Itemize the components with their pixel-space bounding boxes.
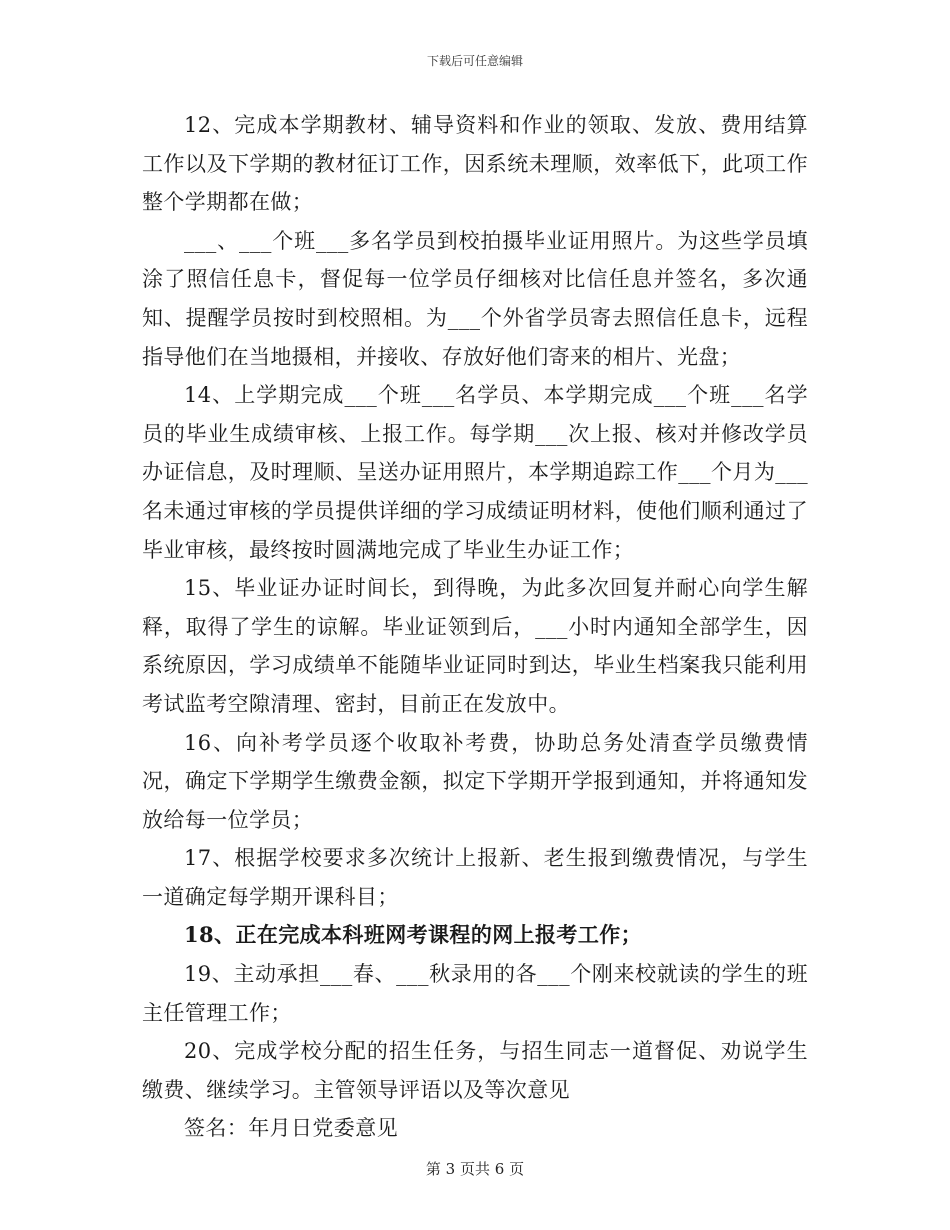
paragraph-18: 18、正在完成本科班网考课程的网上报考工作； [184, 922, 643, 948]
document-body [142, 106, 808, 1148]
page-number: 第 3 页共 6 页 [425, 1160, 525, 1178]
paragraph-20: 20、完成学校分配的招生任务，与招生同志一道督促、劝说学生缴费、继续学习。主管领导评语以及等次意见 [142, 1039, 808, 1102]
paragraph-14: 14、上学期完成___个班___名学员、本学期完成___个班___名学员的毕业生成绩审核、上报工作。每学期___次上报、核对并修改学员办证信息，及时理顺、呈送办证用照片，本学期追踪工作___个月为___名未通过审核的学员提供详细的学习成绩证明材料，使他们顺利通过了毕业审核，最终按时圆满地完成了毕业生办证工作； [142, 383, 808, 562]
paragraph-16: 16、向补考学员逐个收取补考费，协助总务处清查学员缴费情况，确定下学期学生缴费金额，拟定下学期开学报到通知，并将通知发放给每一位学员； [142, 730, 808, 832]
paragraph-17: 17、根据学校要求多次统计上报新、老生报到缴费情况，与学生一道确定每学期开课科目； [142, 846, 808, 909]
paragraph-19: 19、主动承担___春、___秋录用的各___个刚来校就读的学生的班主任管理工作； [142, 962, 808, 1025]
paragraph-13: ___、___个班___多名学员到校拍摄毕业证用照片。为这些学员填涂了照信任息卡，督促每一位学员仔细核对比信任息并签名，多次通知、提醒学员按时到校照相。为___个外省学员寄去照信任息卡，远程指导他们在当地摄相，并接收、存放好他们寄来的相片、光盘； [142, 228, 808, 369]
page-header: 下载后可任意编辑 [426, 54, 523, 68]
paragraph-12: 12、完成本学期教材、辅导资料和作业的领取、发放、费用结算工作以及下学期的教材征订工作，因系统未理顺，效率低下，此项工作整个学期都在做； [142, 113, 808, 215]
signature-line: 签名：年月日党委意见 [184, 1116, 398, 1141]
paragraph-15: 15、毕业证办证时间长，到得晚，为此多次回复并耐心向学生解释，取得了学生的谅解。毕业证领到后，___小时内通知全部学生，因系统原因，学习成绩单不能随毕业证同时到达，毕业生档案我只能利用考试监考空隙清理、密封，目前正在发放中。 [142, 576, 808, 716]
